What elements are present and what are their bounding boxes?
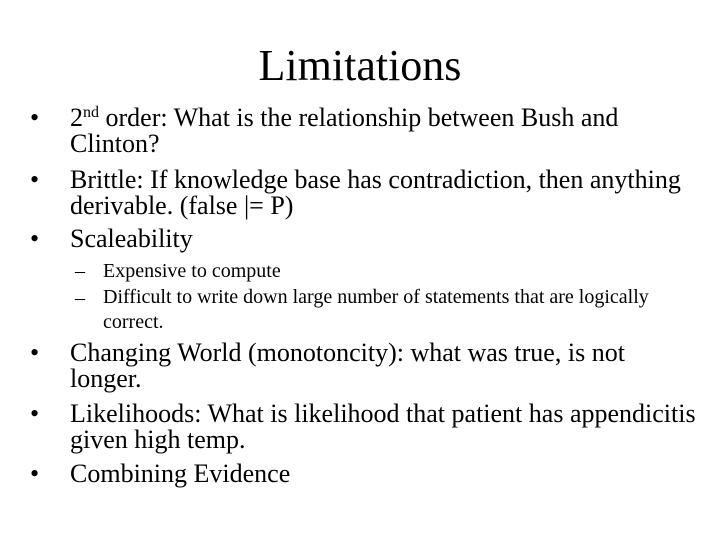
sub-bullet-glyph: – [75, 260, 85, 282]
bullet-text: Combining Evidence [70, 459, 291, 488]
bullet-item [30, 340, 700, 392]
bullet-glyph: • [30, 399, 40, 428]
bullet-item [30, 226, 700, 252]
bullet-text [70, 105, 700, 157]
bullet-item [30, 461, 700, 487]
bullet-item [30, 167, 700, 219]
bullet-text: Likelihoods: What is likelihood that patient has appendicitis given high temp. [70, 399, 696, 454]
bullet-text: Changing World (monotoncity): what was true, is not longer. [70, 338, 625, 393]
bullet-item [30, 105, 700, 157]
bullet-text-part: 2 [70, 103, 83, 132]
slide-title: Limitations [258, 41, 462, 90]
bullet-glyph: • [30, 103, 40, 132]
sub-bullet-item [75, 285, 700, 335]
sub-bullet-item [75, 258, 700, 284]
sub-bullet-text: Difficult to write down large number of statements that are logically correct. [103, 286, 649, 333]
bullet-glyph: • [30, 224, 40, 253]
sub-bullet-text: Expensive to compute [103, 260, 281, 282]
bullet-text: Scaleability [70, 224, 193, 253]
bullet-glyph: • [30, 165, 40, 194]
sub-bullet-glyph: – [75, 287, 85, 309]
bullet-glyph: • [30, 459, 40, 488]
bullet-text: Brittle: If knowledge base has contradiction, then anything derivable. (false |= P) [70, 165, 681, 220]
bullet-text-part: order: What is the relationship between Bush and Clinton? [70, 103, 619, 158]
bullet-item [30, 401, 700, 453]
bullet-glyph: • [30, 338, 40, 367]
bullet-superscript: nd [83, 104, 99, 121]
